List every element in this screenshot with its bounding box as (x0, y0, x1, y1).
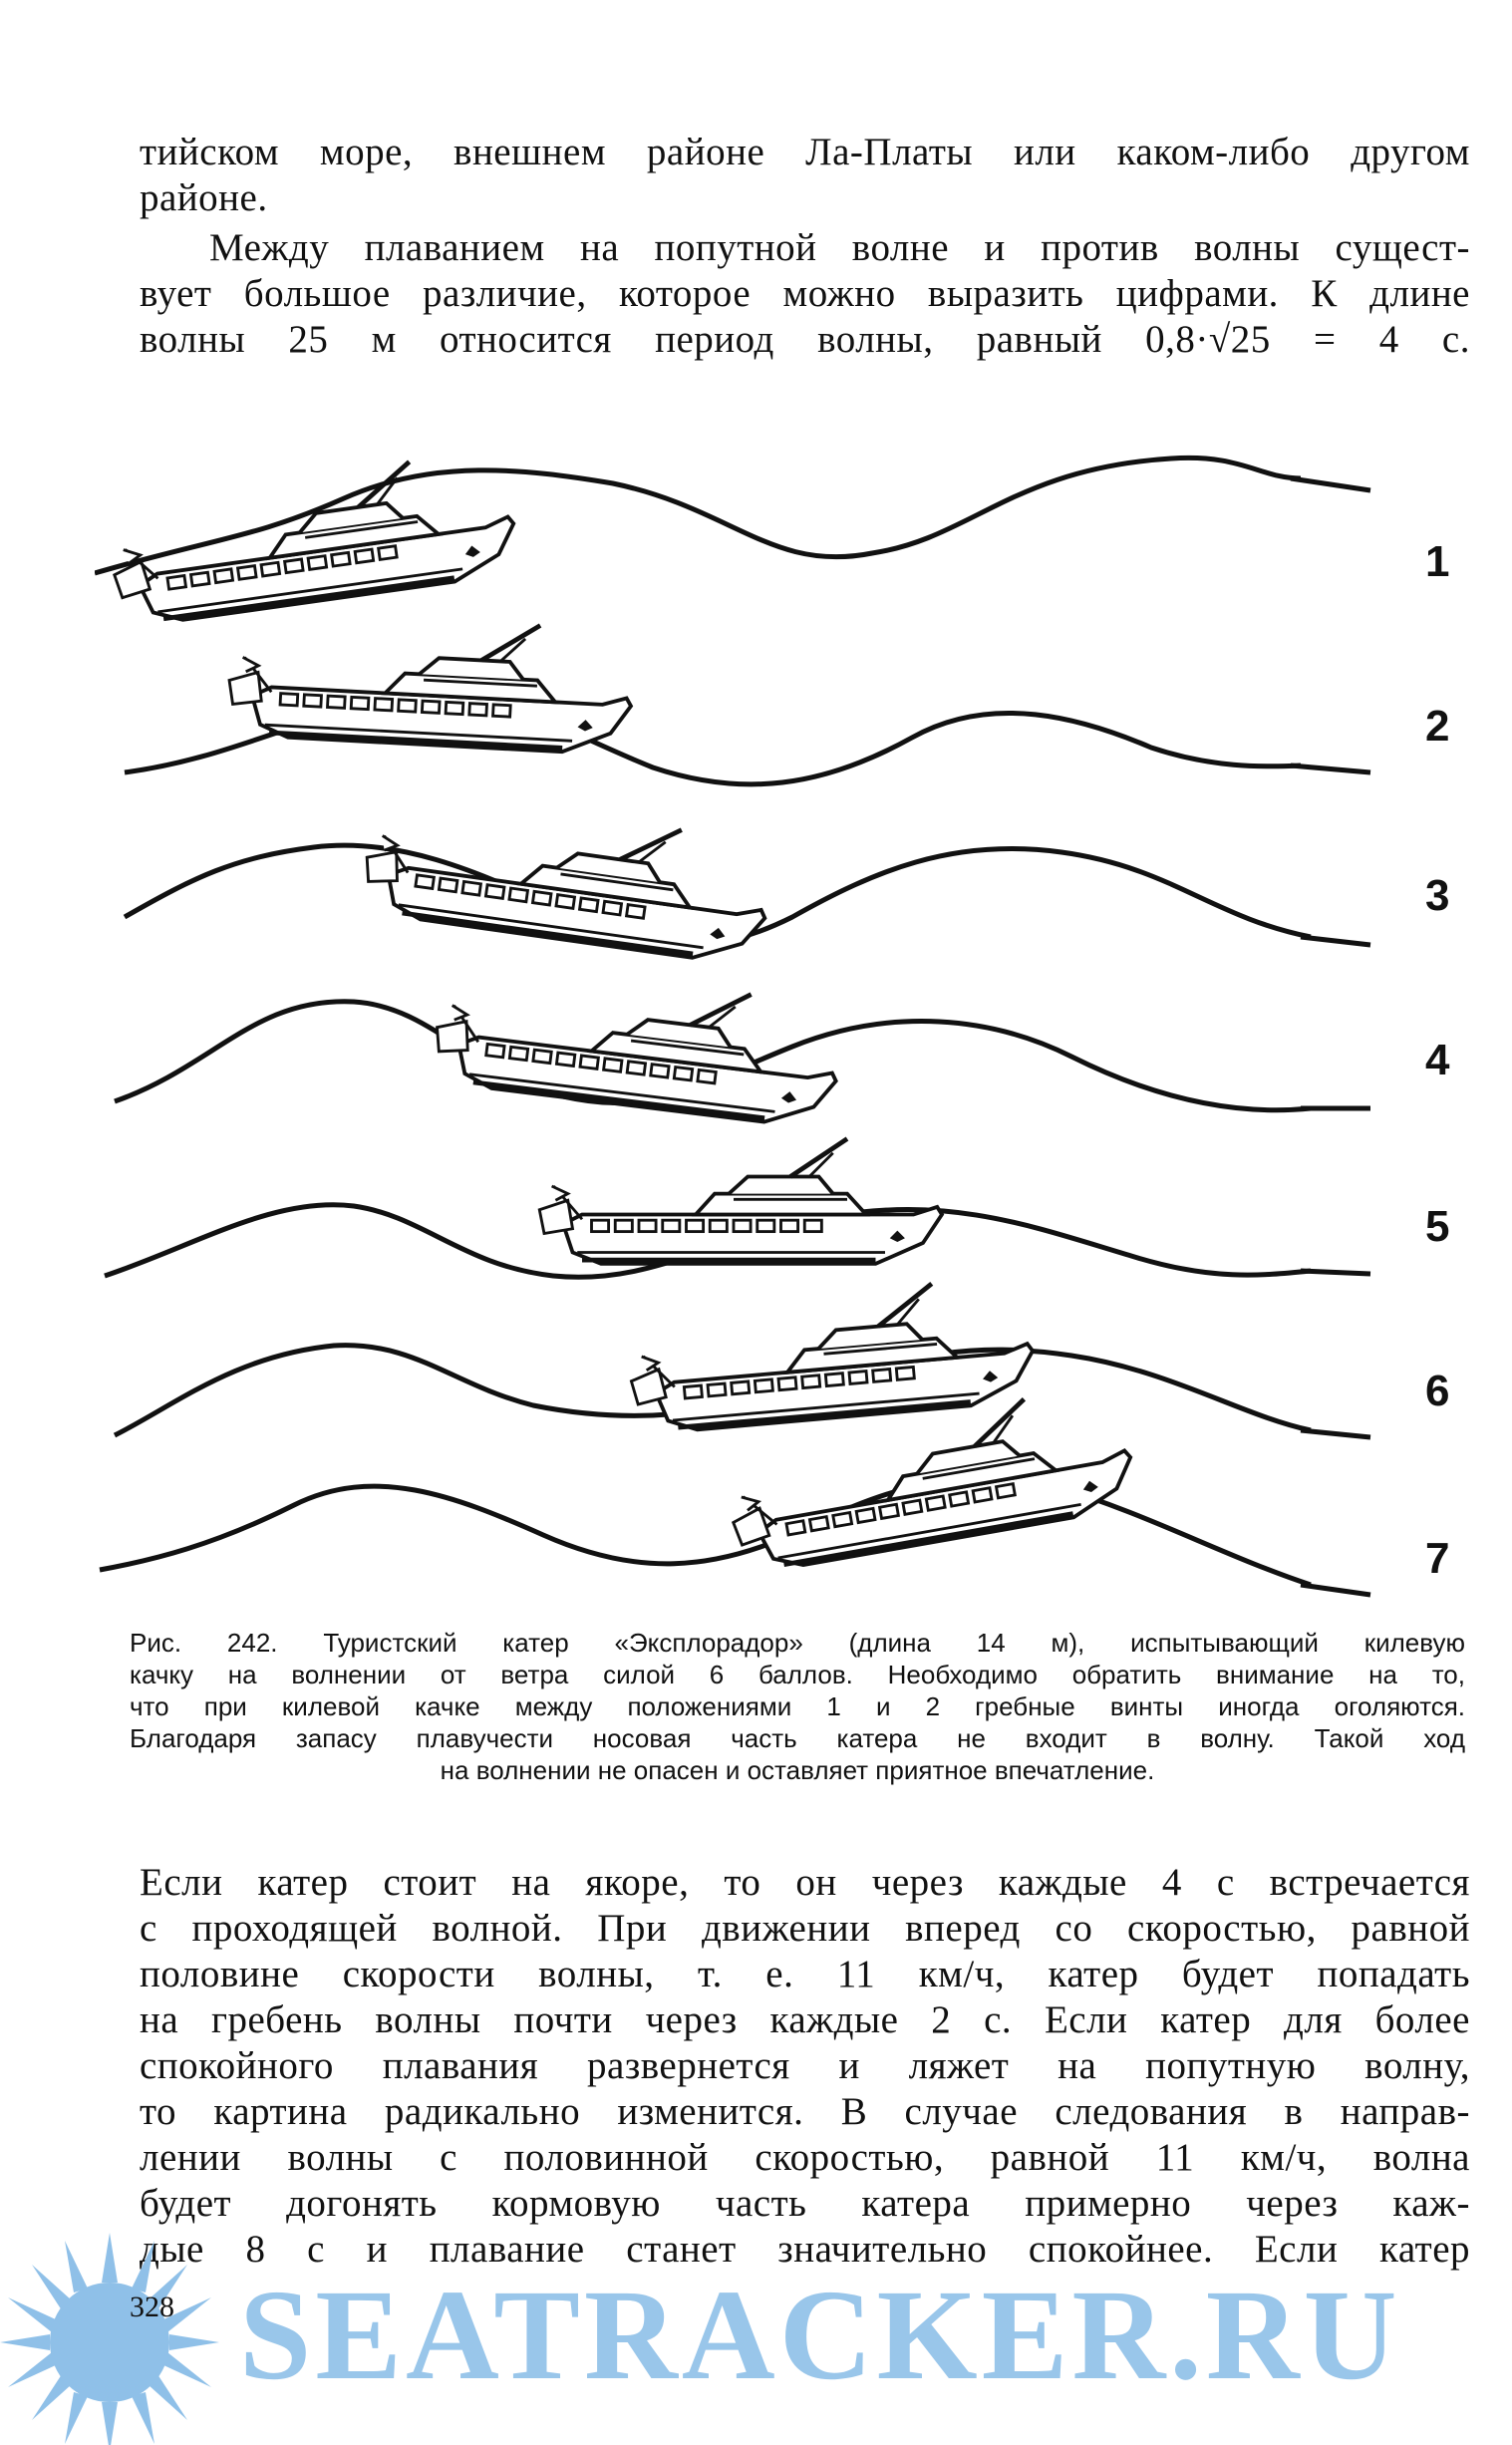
text-line: лении волны с половинной скоростью, равной 11 км/ч, волна (140, 2136, 1470, 2179)
text-line: будет догонять кормовую часть катера примерно через каж- (140, 2182, 1470, 2225)
wave-label-6: 6 (1425, 1367, 1450, 1415)
text-line: дые 8 с и плавание станет значительно спокойнее. Если катер (140, 2228, 1470, 2271)
wave-label-2: 2 (1425, 702, 1450, 751)
page-number: 328 (130, 2291, 174, 2323)
text-line: вует большое различие, которое можно выразить цифрами. К длине (140, 272, 1470, 315)
text-line: тийском море, внешнем районе Ла-Платы или каком-либо другом (140, 131, 1470, 173)
figure-drawing (95, 399, 1485, 1615)
text-line: Если катер стоит на якоре, то он через каждые 4 с встречается (140, 1861, 1470, 1904)
text-line: на гребень волны почти через каждые 2 с. Если катер для более (140, 1998, 1470, 2041)
text-line: то картина радикально изменится. В случае следования в направ- (140, 2090, 1470, 2133)
text-line: спокойного плавания развернется и ляжет на попутную волну, (140, 2044, 1470, 2087)
caption-line: что при килевой качке между положениями 1 и 2 гребные винты иногда оголяются. (130, 1691, 1465, 1721)
wave-label-5: 5 (1425, 1202, 1450, 1251)
wave-leader-1 (1291, 478, 1370, 490)
figure-boat-pitching (95, 399, 1485, 1615)
text-line: Между плаванием на попутной волне и против волны сущест- (209, 226, 1470, 269)
wave-leader-6 (1301, 1430, 1370, 1437)
wave-line-7 (100, 1477, 1311, 1585)
caption-line: на волнении не опасен и оставляет приятное впечатление. (440, 1755, 1155, 1785)
text-line: половине скорости волны, т. е. 11 км/ч, катер будет попадать (140, 1953, 1470, 1995)
paragraph-anchor-waves (140, 1860, 1470, 2273)
wave-label-4: 4 (1425, 1036, 1450, 1084)
watermark-text: SEATRACKER.RU (239, 2264, 1401, 2407)
figure-caption (130, 1627, 1465, 1786)
wave-leader-5 (1301, 1271, 1370, 1274)
caption-line: Рис. 242. Туристский катер «Эксплорадор» (длина 14 м), испытывающий килевую (130, 1628, 1465, 1658)
caption-line: Благодаря запасу плавучести носовая часть катера не входит в волну. Такой ход (130, 1723, 1465, 1753)
wave-leader-3 (1301, 937, 1370, 945)
text-line: районе. (140, 176, 268, 219)
wave-label-3: 3 (1425, 871, 1450, 920)
text-line: с проходящей волной. При движении вперед со скоростью, равной (140, 1907, 1470, 1950)
wave-label-1: 1 (1425, 537, 1450, 586)
paragraph-wave-period (140, 225, 1470, 363)
wave-leader-2 (1291, 765, 1370, 772)
wave-leader-7 (1301, 1585, 1370, 1595)
caption-line: качку на волнении от ветра силой 6 баллов. Необходимо обратить внимание на то, (130, 1660, 1465, 1689)
paragraph-continuation (140, 130, 1470, 221)
text-line: волны 25 м относится период волны, равный 0,8·√25 = 4 с. (140, 318, 1470, 361)
wave-label-7: 7 (1425, 1534, 1450, 1583)
